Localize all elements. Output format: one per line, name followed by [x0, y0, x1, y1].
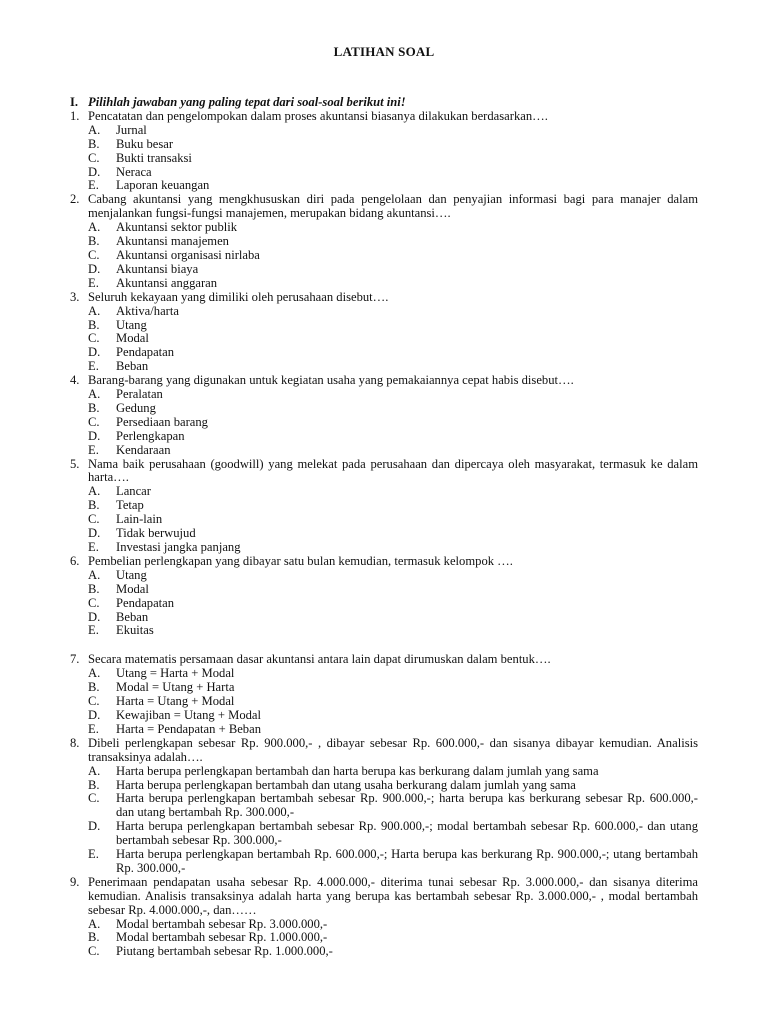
- answer-option: [88, 346, 698, 360]
- option-text: Utang: [116, 567, 147, 582]
- option-text: Harta berupa perlengkapan bertambah dan utang usaha berkurang dalam jumlah yang sama: [116, 777, 576, 792]
- option-text: Modal = Utang + Harta: [116, 680, 235, 695]
- question-item: [70, 737, 698, 876]
- option-text: Utang = Harta + Modal: [116, 666, 235, 681]
- answer-option: [88, 388, 698, 402]
- option-text: Harta berupa perlengkapan bertambah sebesar Rp. 900.000,-; harta berupa kas berkurang sebesar Rp. 600.000,- dan utang bertambah Rp. 300.000,-: [116, 791, 698, 820]
- option-letter: D.: [88, 707, 101, 722]
- question-text: Dibeli perlengkapan sebesar Rp. 900.000,- , dibayar sebesar Rp. 600.000,- dan sisanya dibayar kemudian. Analisis transaksinya adalah….: [88, 735, 698, 764]
- option-letter: C.: [88, 791, 100, 806]
- option-letter: A.: [88, 122, 101, 137]
- answer-option: [88, 152, 698, 166]
- answer-option: [88, 485, 698, 499]
- answer-option: [88, 667, 698, 681]
- answer-options: [88, 388, 698, 458]
- answer-option: [88, 931, 698, 945]
- question-text: Pembelian perlengkapan yang dibayar satu bulan kemudian, termasuk kelompok ….: [88, 553, 513, 568]
- option-letter: B.: [88, 498, 100, 513]
- answer-options: [88, 569, 698, 639]
- option-text: Kewajiban = Utang + Modal: [116, 707, 262, 722]
- option-letter: E.: [88, 442, 99, 457]
- option-text: Neraca: [116, 164, 152, 179]
- answer-option: [88, 305, 698, 319]
- answer-option: [88, 138, 698, 152]
- option-text: Harta berupa perlengkapan bertambah dan harta berupa kas berkurang dalam jumlah yang sama: [116, 763, 599, 778]
- option-letter: B.: [88, 777, 100, 792]
- answer-option: [88, 444, 698, 458]
- answer-option: [88, 792, 698, 820]
- option-letter: E.: [88, 540, 99, 554]
- question-item: [70, 876, 698, 959]
- question-item: [70, 374, 698, 457]
- option-letter: C.: [88, 944, 100, 959]
- answer-option: [88, 124, 698, 138]
- option-letter: E.: [88, 178, 99, 193]
- option-letter: D.: [88, 261, 101, 276]
- question-text: Seluruh kekayaan yang dimiliki oleh perusahaan disebut….: [88, 289, 389, 304]
- question-number: 7.: [70, 652, 80, 667]
- option-text: Modal: [116, 331, 149, 346]
- option-letter: D.: [88, 609, 101, 624]
- option-text: Akuntansi organisasi nirlaba: [116, 247, 260, 262]
- option-text: Lancar: [116, 484, 151, 499]
- option-text: Perlengkapan: [116, 428, 185, 443]
- option-text: Akuntansi manajemen: [116, 234, 229, 249]
- answer-option: [88, 611, 698, 625]
- answer-options: [88, 124, 698, 194]
- answer-option: [88, 583, 698, 597]
- option-text: Beban: [116, 609, 149, 624]
- question-item: [70, 653, 698, 736]
- option-text: Investasi jangka panjang: [116, 540, 241, 554]
- answer-option: [88, 332, 698, 346]
- option-letter: C.: [88, 595, 100, 610]
- answer-option: [88, 249, 698, 263]
- answer-option: [88, 918, 698, 932]
- answer-option: [88, 597, 698, 611]
- option-letter: D.: [88, 526, 101, 541]
- option-text: Bukti transaksi: [116, 150, 192, 165]
- question-item: [70, 458, 698, 555]
- option-letter: A.: [88, 916, 101, 931]
- option-text: Peralatan: [116, 387, 163, 402]
- option-text: Lain-lain: [116, 512, 163, 527]
- option-letter: E.: [88, 847, 99, 862]
- option-text: Modal bertambah sebesar Rp. 3.000.000,-: [116, 916, 328, 931]
- question-number: 8.: [70, 735, 80, 750]
- option-text: Pendapatan: [116, 595, 175, 610]
- blank-line: [70, 638, 698, 653]
- option-text: Buku besar: [116, 136, 174, 151]
- option-letter: E.: [88, 721, 99, 736]
- option-letter: E.: [88, 359, 99, 374]
- answer-option: [88, 499, 698, 513]
- question-number: 3.: [70, 289, 80, 304]
- question-number: 1.: [70, 108, 80, 123]
- question-text: Cabang akuntansi yang mengkhususkan diri pada pengelolaan dan penyajian informasi bagi para manajer dalam menjalankan fungsi-fungsi manajemen, merupakan bidang akuntansi….: [88, 192, 698, 221]
- answer-option: [88, 624, 698, 638]
- question-text: Barang-barang yang digunakan untuk kegiatan usaha yang pemakaiannya cepat habis disebut….: [88, 373, 574, 388]
- option-letter: A.: [88, 567, 101, 582]
- question-number: 5.: [70, 456, 80, 471]
- option-letter: C.: [88, 150, 100, 165]
- question-number: 6.: [70, 553, 80, 568]
- option-text: Akuntansi sektor publik: [116, 220, 238, 235]
- answer-option: [88, 513, 698, 527]
- option-letter: B.: [88, 930, 100, 945]
- question-item: [70, 555, 698, 638]
- option-letter: C.: [88, 414, 100, 429]
- option-text: Utang: [116, 317, 147, 332]
- option-letter: B.: [88, 680, 100, 695]
- option-letter: D.: [88, 819, 101, 834]
- option-letter: D.: [88, 428, 101, 443]
- option-letter: E.: [88, 275, 99, 290]
- option-text: Tetap: [116, 498, 144, 513]
- question-item: [70, 193, 698, 290]
- answer-option: [88, 569, 698, 583]
- section-instruction: Pilihlah jawaban yang paling tepat dari soal-soal berikut ini!: [88, 95, 406, 109]
- option-text: Pendapatan: [116, 345, 175, 360]
- question-number: 4.: [70, 373, 80, 388]
- answer-option: [88, 695, 698, 709]
- option-text: Akuntansi biaya: [116, 261, 199, 276]
- question-number: 2.: [70, 192, 80, 207]
- option-text: Laporan keuangan: [116, 178, 210, 193]
- question-text: Secara matematis persamaan dasar akuntansi antara lain dapat dirumuskan dalam bentuk….: [88, 652, 551, 667]
- answer-option: [88, 723, 698, 737]
- section-heading: [70, 96, 698, 110]
- answer-option: [88, 541, 698, 555]
- answer-option: [88, 416, 698, 430]
- option-letter: B.: [88, 234, 100, 249]
- option-letter: B.: [88, 317, 100, 332]
- answer-option: [88, 277, 698, 291]
- answer-option: [88, 820, 698, 848]
- answer-option: [88, 681, 698, 695]
- option-letter: C.: [88, 331, 100, 346]
- option-text: Ekuitas: [116, 623, 154, 638]
- answer-option: [88, 765, 698, 779]
- answer-option: [88, 166, 698, 180]
- answer-options: [88, 918, 698, 960]
- question-text: Penerimaan pendapatan usaha sebesar Rp. 4.000.000,- diterima tunai sebesar Rp. 3.000.000,- dan sisanya diterima kemudian. Analisis transaksinya adalah harta yang berupa kas bertambah sebesar Rp. 3.000.000,- , modal bertambah sebesar Rp. 4.000.000,-, dan……: [88, 874, 698, 917]
- option-letter: D.: [88, 345, 101, 360]
- question-text: Nama baik perusahaan (goodwill) yang melekat pada perusahaan dan dipercaya oleh masyarakat, termasuk ke dalam harta….: [88, 456, 698, 485]
- section-number: I.: [70, 95, 79, 109]
- option-letter: A.: [88, 387, 101, 402]
- option-text: Modal bertambah sebesar Rp. 1.000.000,-: [116, 930, 328, 945]
- option-letter: B.: [88, 136, 100, 151]
- option-text: Kendaraan: [116, 442, 171, 457]
- answer-option: [88, 360, 698, 374]
- option-text: Tidak berwujud: [116, 526, 196, 541]
- questions-container: [70, 110, 698, 959]
- option-text: Jurnal: [116, 122, 147, 137]
- option-text: Harta berupa perlengkapan bertambah sebesar Rp. 900.000,-; modal bertambah sebesar Rp. 600.000,- dan utang bertambah sebesar Rp. 300.000,-: [116, 819, 698, 848]
- answer-option: [88, 527, 698, 541]
- option-letter: A.: [88, 303, 101, 318]
- answer-options: [88, 485, 698, 555]
- option-text: Persediaan barang: [116, 414, 208, 429]
- option-text: Beban: [116, 359, 149, 374]
- answer-option: [88, 235, 698, 249]
- option-text: Harta = Pendapatan + Beban: [116, 721, 261, 736]
- option-letter: E.: [88, 623, 99, 638]
- option-letter: B.: [88, 581, 100, 596]
- option-letter: C.: [88, 694, 100, 709]
- answer-option: [88, 263, 698, 277]
- option-text: Gedung: [116, 400, 156, 415]
- option-text: Harta = Utang + Modal: [116, 694, 235, 709]
- option-text: Piutang bertambah sebesar Rp. 1.000.000,-: [116, 944, 333, 959]
- answer-options: [88, 221, 698, 291]
- answer-option: [88, 221, 698, 235]
- answer-options: [88, 765, 698, 876]
- option-letter: D.: [88, 164, 101, 179]
- option-letter: C.: [88, 247, 100, 262]
- option-letter: A.: [88, 763, 101, 778]
- page-title: LATIHAN SOAL: [333, 44, 435, 59]
- option-letter: A.: [88, 666, 101, 681]
- option-letter: C.: [88, 512, 100, 527]
- answer-option: [88, 319, 698, 333]
- question-item: [70, 110, 698, 193]
- answer-option: [88, 179, 698, 193]
- option-text: Akuntansi anggaran: [116, 275, 218, 290]
- option-text: Aktiva/harta: [116, 303, 179, 318]
- answer-option: [88, 779, 698, 793]
- question-item: [70, 291, 698, 374]
- answer-options: [88, 305, 698, 375]
- answer-option: [88, 848, 698, 876]
- answer-option: [88, 709, 698, 723]
- option-letter: A.: [88, 220, 101, 235]
- option-text: Modal: [116, 581, 149, 596]
- answer-option: [88, 945, 698, 959]
- option-text: Harta berupa perlengkapan bertambah Rp. 600.000,-; Harta berupa kas berkurang Rp. 900.000,-; utang bertambah Rp. 300.000,-: [116, 847, 698, 875]
- option-letter: A.: [88, 484, 101, 499]
- answer-options: [88, 667, 698, 737]
- answer-option: [88, 430, 698, 444]
- question-number: 9.: [70, 874, 80, 889]
- answer-option: [88, 402, 698, 416]
- option-letter: B.: [88, 400, 100, 415]
- question-list: [70, 96, 698, 959]
- question-text: Pencatatan dan pengelompokan dalam proses akuntansi biasanya dilakukan berdasarkan….: [88, 108, 548, 123]
